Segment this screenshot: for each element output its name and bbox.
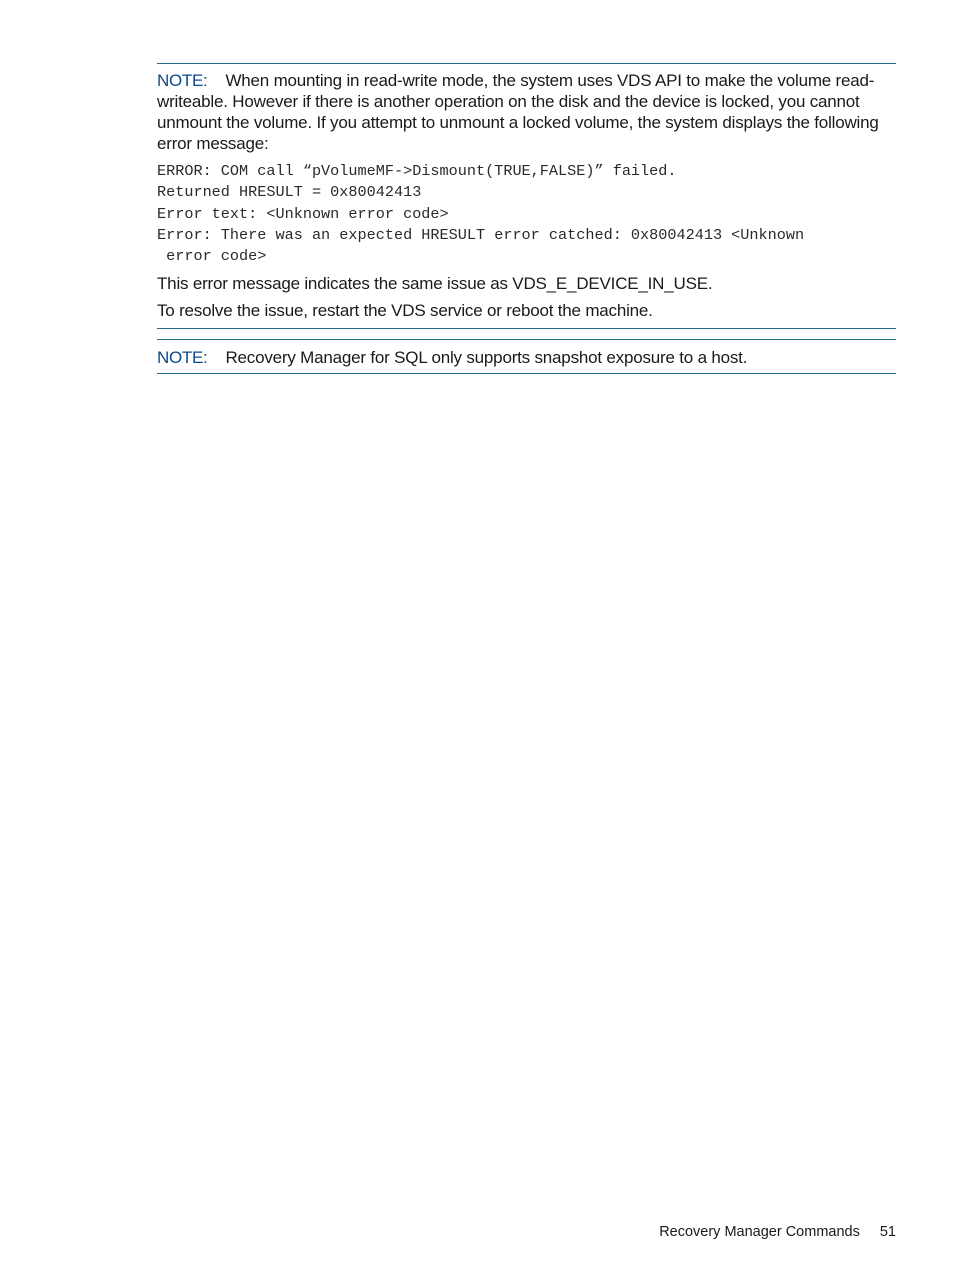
page-footer (659, 1222, 896, 1242)
note1-top-rule (157, 63, 896, 64)
code-line: Returned HRESULT = 0x80042413 (157, 183, 422, 202)
note2-body (157, 347, 896, 368)
code-line: error code> (157, 247, 267, 266)
code-line: Error text: <Unknown error code> (157, 204, 449, 223)
code-line: Error: There was an expected HRESULT error catched: 0x80042413 <Unknown (157, 225, 805, 244)
code-line: ERROR: COM call “pVolumeMF->Dismount(TRUE,FALSE)” failed. (157, 162, 677, 180)
note1-bottom-rule (157, 328, 896, 329)
error-code-block (157, 161, 896, 267)
resolution-text: To resolve the issue, restart the VDS service or reboot the machine. (157, 301, 653, 320)
error-explanation: This error message indicates the same issue as VDS_E_DEVICE_IN_USE. (157, 274, 713, 293)
note1-text: When mounting in read-write mode, the system uses VDS API to make the volume read-writeable. However if there is another operation on the disk and the device is locked, you cannot unmount the volume. If you attempt to unmount a locked volume, the system displays the following error message: (157, 71, 879, 153)
note1-paragraph (157, 70, 896, 154)
note2-label: NOTE: (157, 348, 208, 367)
page-number: 51 (879, 1224, 896, 1240)
note1-body (157, 70, 896, 154)
note2-paragraph (157, 347, 896, 368)
note2-bottom-rule (157, 373, 896, 374)
footer-section-title: Recovery Manager Commands (659, 1224, 860, 1240)
note2-text: Recovery Manager for SQL only supports snapshot exposure to a host. (225, 348, 748, 367)
note1-label: NOTE: (157, 71, 208, 90)
note2-top-rule (157, 339, 896, 340)
